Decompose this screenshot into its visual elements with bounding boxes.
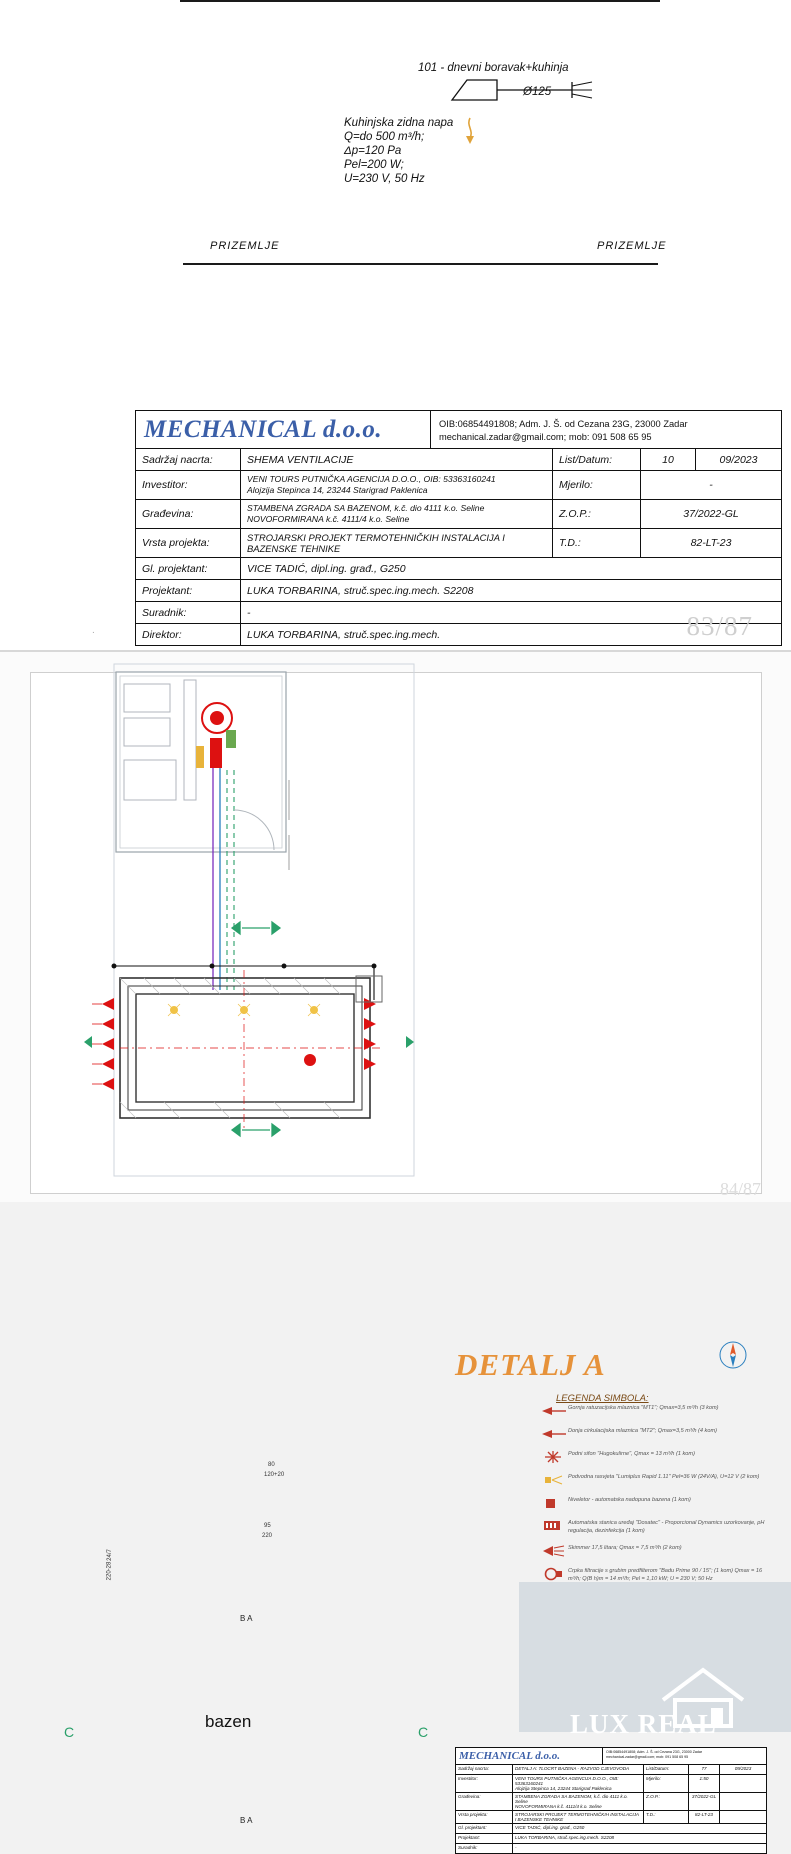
row-label: Suradnik: <box>136 602 241 623</box>
legend-text: Niveletor - automatska nadopuna bazena (1 kom) <box>568 1497 691 1503</box>
title-block-header <box>136 411 781 449</box>
legend-text: Donja cirkulacijska mlaznica "MT2"; Qmax=3,5 m³/h (4 kom) <box>568 1428 717 1434</box>
supply-diffuser-icon <box>540 1427 568 1441</box>
title-block <box>135 410 782 646</box>
dimension-label-24-7: 24/7 <box>106 1549 113 1561</box>
company-logo <box>136 411 431 448</box>
table-row <box>136 580 781 602</box>
row-value-line1: VENI TOURS PUTNIČKA AGENCIJA D.O.O., OIB: 53363160241 <box>515 1776 619 1786</box>
table-row <box>136 449 781 471</box>
row-value: DETALJ A: TLOCRT BAZENA - RAZVOD CJEVOVODA <box>513 1765 644 1774</box>
hood-title: Kuhinjska zidna napa <box>344 117 454 129</box>
row-label-right: Z.O.P.: <box>644 1793 689 1810</box>
row-value-right-1: 82-LT-23 <box>689 1811 720 1823</box>
legend-text: Crpka filtracije s grubim predfilterom "Badu Prime 90 / 15"; (1 kom) Qmax = 16 m³/h; Q(B h)m = 14 m³/h; Pel = 1,10 kW; U = 230 V; 50 Hz <box>568 1568 763 1582</box>
hood-voltage: U=230 V, 50 Hz <box>344 173 425 185</box>
page-number: 84/87 <box>719 1179 761 1199</box>
detail-title: DETALJ A <box>455 1347 606 1382</box>
underwater-light-icon <box>540 1473 568 1487</box>
row-label: Investitor: <box>456 1775 513 1792</box>
row-value-line1: STAMBENA ZGRADA SA BAZENOM, k.č. dio 4111 k.o. Seline <box>247 503 485 513</box>
hood-flow: Q=do 500 m³/h; <box>344 131 425 143</box>
row-value: STROJARSKI PROJEKT TERMOTEHNIČKIH INSTALACIJA I BAZENSKE TEHNIKE <box>513 1811 644 1823</box>
mini-title-block-header <box>456 1748 766 1765</box>
list-item <box>540 1450 770 1464</box>
floor-label-left: PRIZEMLJE <box>210 240 280 252</box>
hood-power: Pel=200 W; <box>344 159 404 171</box>
list-item <box>540 1567 770 1583</box>
table-row <box>136 500 781 529</box>
dimension-label-220-28: 220-28 <box>106 1561 113 1581</box>
mini-title-block <box>455 1747 767 1854</box>
table-row <box>456 1824 766 1834</box>
row-value: - <box>515 1845 517 1850</box>
list-item <box>540 1496 770 1510</box>
skimmer-star-icon <box>540 1450 568 1464</box>
dimension-label-220: 220 <box>262 1533 273 1539</box>
row-label: Direktor: <box>136 624 241 645</box>
row-value-right-2: 09/2023 <box>719 453 758 466</box>
row-value: - <box>247 606 251 619</box>
row-label: Projektant: <box>456 1834 513 1843</box>
supply-diffuser-icon <box>540 1404 568 1418</box>
row-value-right-1: 1:50 <box>689 1775 720 1792</box>
row-label: Vrsta projekta: <box>456 1811 513 1823</box>
list-item <box>540 1473 770 1487</box>
row-value: VICE TADIĆ, dipl.ing. građ., G250 <box>515 1825 585 1830</box>
room-label: 101 - dnevni boravak+kuhinja <box>418 62 569 74</box>
row-value: STROJARSKI PROJEKT TERMOTEHNIČKIH INSTALACIJA I BAZENSKE TEHNIKE <box>241 529 553 557</box>
company-contact-mini <box>603 1748 766 1764</box>
company-contact-line2: mechanical.zadar@gmail.com; mob: 091 508 65 95 <box>439 432 652 442</box>
row-value-right-2 <box>720 1775 766 1792</box>
row-value: SHEMA VENTILACIJE <box>241 449 553 470</box>
row-value: LUKA TORBARINA, struč.spec.ing.mech. <box>247 628 441 641</box>
table-row <box>456 1811 766 1824</box>
row-value-right-1: 37/2022-GL <box>689 1793 720 1810</box>
row-value-line2: Alojzija Stepinca 14, 23244 Starigrad Paklenica <box>515 1786 612 1791</box>
row-value <box>241 500 553 528</box>
row-value-right-1: 10 <box>641 449 696 470</box>
corner-dot: . <box>92 625 95 636</box>
list-item <box>540 1404 770 1418</box>
row-value-line1: STAMBENA ZGRADA SA BAZENOM, k.č. dio 4111 k.o. Seline <box>515 1794 628 1804</box>
level-regulator-icon <box>540 1496 568 1510</box>
row-value-right-1: 77 <box>689 1765 720 1774</box>
row-value: VICE TADIĆ, dipl.ing. građ., G250 <box>247 562 406 575</box>
legend-text: Podni sifon "Hugokulirne", Qmax = 13 m³/h (1 kom) <box>568 1451 695 1457</box>
page-number: 83/87 <box>686 611 753 641</box>
table-row <box>136 558 781 580</box>
row-value-right-2 <box>720 1793 766 1810</box>
legend-title: LEGENDA SIMBOLA: <box>556 1393 649 1404</box>
row-label-right: List/Datum: <box>644 1765 689 1774</box>
legend-text: Podvodna rasvjeta "Lumiplus Rapid 1.11" Pel=36 W (24V/A), U=12 V (2 kom) <box>568 1474 760 1480</box>
table-row <box>456 1834 766 1844</box>
row-value: LUKA TORBARINA, struč.spec.ing.mech. S2208 <box>515 1835 615 1840</box>
skimmer-icon <box>540 1544 568 1558</box>
row-label-right: Mjerilo: <box>553 471 641 499</box>
row-value <box>241 471 553 499</box>
legend-text: Gornja ratuzacijska mlaznica "MT1"; Qmax=3,5 m³/h (3 kom) <box>568 1405 719 1411</box>
pool-plan-drawing <box>84 660 454 1180</box>
dimension-label-80: 80 <box>268 1462 275 1468</box>
section-mark-ba-top: B A <box>240 1614 253 1623</box>
duct-diameter-label: Ø125 <box>523 86 552 98</box>
row-value: LUKA TORBARINA, struč.spec.ing.mech. S2208 <box>247 584 474 597</box>
row-value-right-2: 09/2023 <box>734 1766 752 1771</box>
row-value-line1: VENI TOURS PUTNIČKA AGENCIJA D.O.O., OIB: 53363160241 <box>247 474 496 484</box>
row-value-right-1: - <box>709 479 713 491</box>
company-name: MECHANICAL d.o.o. <box>144 416 383 443</box>
row-value <box>513 1775 644 1792</box>
row-value-right-1: 82-LT-23 <box>690 537 732 549</box>
row-label: Vrsta projekta: <box>136 529 241 557</box>
table-row <box>456 1793 766 1811</box>
table-row <box>136 471 781 500</box>
list-item <box>540 1544 770 1558</box>
hood-pressure: Δp=120 Pa <box>344 145 402 157</box>
dimension-label-120-20: 120+20 <box>264 1472 285 1478</box>
dosing-station-icon <box>540 1519 568 1533</box>
row-value <box>513 1793 644 1810</box>
row-label-right: List/Datum: <box>553 449 641 470</box>
row-label-right: Mjerilo: <box>644 1775 689 1792</box>
dimension-label-95: 95 <box>264 1523 271 1529</box>
row-value-line2: NOVOFORMIRANA k.č. 4111/4 k.o. Seline <box>247 514 410 524</box>
company-name-mini: MECHANICAL d.o.o. <box>456 1748 603 1764</box>
row-label: Sadržaj nacrta: <box>456 1765 513 1774</box>
row-label: Gl. projektant: <box>456 1824 513 1833</box>
watermark-text: LUX REAL <box>570 1709 717 1739</box>
row-value-right-1: 37/2022-GL <box>683 508 739 520</box>
table-row <box>456 1775 766 1793</box>
company-contact-line1: OIB:06854491808; Adm. J. Š. od Cezana 23G, 23000 Zadar <box>439 419 688 429</box>
row-label: Investitor: <box>136 471 241 499</box>
section-mark-ba-bottom: B A <box>240 1816 253 1825</box>
company-contact-mini-line1: OIB:06854491808; Adm. J. Š. od Cezana 23G, 23000 Zadar <box>606 1750 703 1754</box>
list-item <box>540 1427 770 1441</box>
row-label-right: T.D.: <box>553 529 641 557</box>
document-page-ventilation-scheme <box>0 0 791 650</box>
list-item <box>540 1519 770 1535</box>
row-label: Suradnik: <box>456 1844 513 1853</box>
table-row <box>136 529 781 558</box>
row-value-right-2 <box>720 1811 766 1823</box>
row-label: Sadržaj nacrta: <box>136 449 241 470</box>
floor-label-right: PRIZEMLJE <box>597 240 667 252</box>
table-row <box>456 1844 766 1853</box>
row-label: Građevina: <box>456 1793 513 1810</box>
company-contact <box>431 411 781 448</box>
table-row <box>136 624 781 645</box>
row-label: Građevina: <box>136 500 241 528</box>
pool-label: bazen <box>205 1712 252 1731</box>
table-row <box>456 1765 766 1775</box>
legend-text: Skimmer 17,5 litara; Qmax = 7,5 m³/h (2 kom) <box>568 1545 682 1552</box>
row-value-line2: NOVOFORMIRANA k.č. 4111/4 k.o. Seline <box>515 1804 602 1809</box>
hood-spec-block <box>344 116 453 186</box>
compass-north-icon <box>718 1340 748 1370</box>
row-value-line2: Alojzija Stepinca 14, 23244 Starigrad Paklenica <box>247 485 428 495</box>
row-label-right: Z.O.P.: <box>553 500 641 528</box>
section-mark-c-left: C <box>64 1724 75 1740</box>
section-mark-c-right: C <box>418 1724 429 1740</box>
pump-icon <box>540 1567 568 1581</box>
row-label: Gl. projektant: <box>136 558 241 579</box>
legend-text: Automatska stanica uređaj "Dosatec" - Proporcional Dynamics uzorkovanje, pH regulacija, dezinfekcija (1 kom) <box>568 1520 765 1534</box>
row-label-right: T.D.: <box>644 1811 689 1823</box>
table-row <box>136 602 781 624</box>
document-page-pool-detail <box>0 650 791 1850</box>
row-label: Projektant: <box>136 580 241 601</box>
company-contact-mini-line2: mechanical.zadar@gmail.com; mob: 091 508 65 95 <box>606 1755 689 1759</box>
bottom-floor-line <box>183 263 658 265</box>
